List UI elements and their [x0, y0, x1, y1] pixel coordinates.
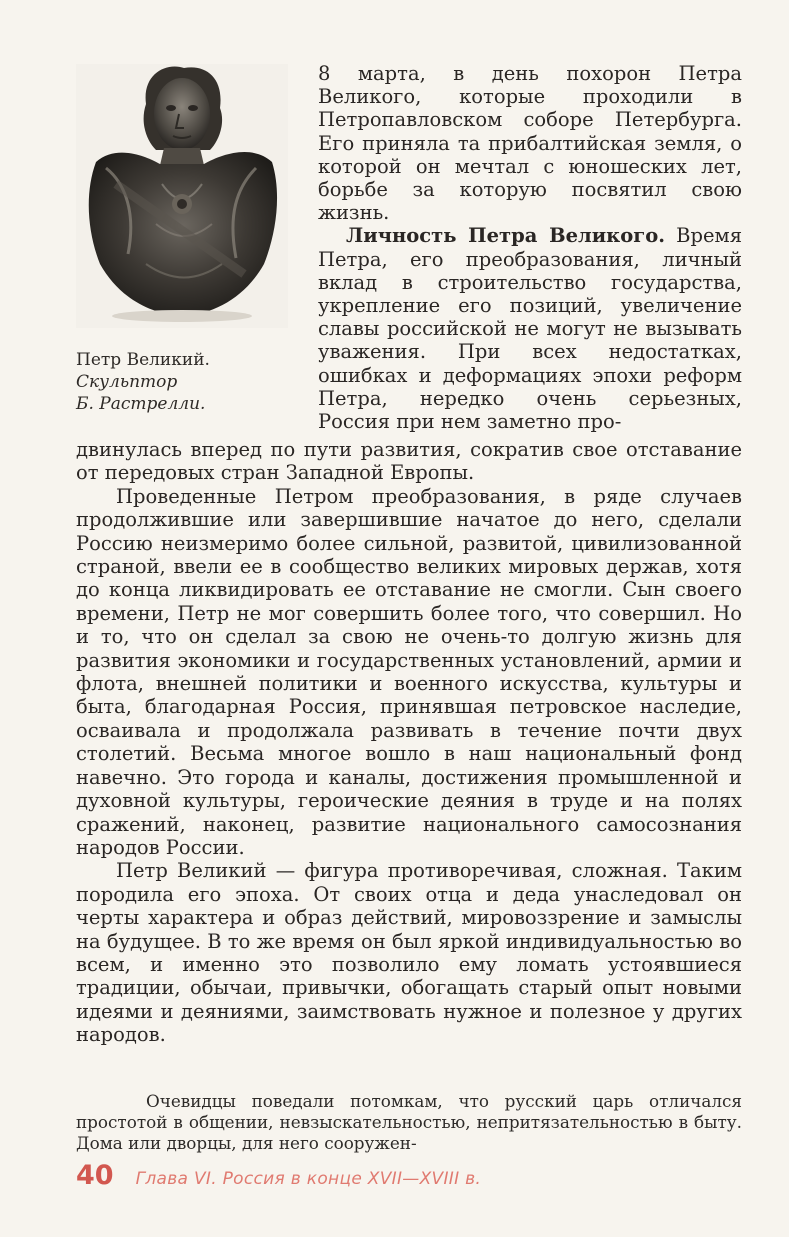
paragraph-reforms: Проведенные Петром преобразования, в ряде случаев продолжившие или завершившие начатое до него, сделали Россию неизмеримо более сильной, развитой, цивилизованной страной, ввели ее в сообщество великих мировых держав, хотя до конца ликвидировать ее отставание не смогли. Сын своего времени, Петр не мог совершить более того, что совершил. Но и то, что он сделал за свою не очень-то долгую жизнь для развития экономики и государственных установлений, армии и флота, внешней политики и военного искусства, культуры и быта, благодарная Россия, принявшая петровское наследие, осваивала и продолжала развивать в течение почти двух столетий. Весьма многое вошло в наш национальный фонд навечно. Это города и каналы, достижения промышленной и духовной культуры, героические деяния в труде и на полях сражений, наконец, развитие национального самосознания народов России.	[76, 484, 742, 859]
paragraph-personality-body: Время Петра, его преобразования, личный вклад в строительство государства, укрепление его позиций, увеличение славы российской не могут не вызывать уважения. При всех недостатках, ошибках и деформациях эпохи реформ Петра, нередко очень серьезных, Россия при нем заметно про-	[318, 224, 742, 434]
bust-of-peter-image	[76, 64, 288, 328]
paragraph-funeral: 8 марта, в день похорон Петра Великого, которые проходили в Петропавловском соборе Петербурга. Его приняла та прибалтийская земля, о которой он мечтал с юношеских лет, борьбе за которую посвятил свою жизнь.	[318, 62, 742, 225]
full-width-text	[76, 438, 742, 1047]
caption-title: Петр Великий.	[76, 350, 210, 370]
chapter-title: Глава VI. Россия в конце XVII—XVIII в.	[135, 1169, 482, 1189]
figure	[76, 64, 288, 328]
caption-sculptor-label: Скульптор	[76, 372, 178, 392]
paragraph-eyewitnesses: Очевидцы поведали потомкам, что русский царь отличался простотой в общении, невзыскательностью, непритязательностью в быту. Дома или дворцы, для него сооружен-	[76, 1091, 742, 1153]
caption-sculptor-name: Б. Растрелли.	[76, 394, 206, 414]
page-number: 40	[76, 1160, 114, 1191]
bust-photo	[76, 64, 288, 328]
figure-caption	[76, 349, 296, 415]
paragraph-personality-continued: двинулась вперед по пути развития, сократив свое отставание от передовых стран Западной Европы.	[76, 438, 742, 485]
small-print-text	[76, 1091, 742, 1154]
page-footer	[76, 1160, 481, 1196]
paragraph-contradictory-figure: Петр Великий — фигура противоречивая, сложная. Таким породила его эпоха. От своих отца и деда унаследовал он черты характера и образ действий, мировоззрение и замыслы на будущее. В то же время он был яркой индивидуальностью во всем, и именно это позволило ему ломать устоявшиеся традиции, обычаи, привычки, обогащать старый опыт новыми идеями и деяниями, заимствовать нужное и полезное у других народов.	[76, 859, 742, 1047]
paragraph-personality	[318, 224, 742, 433]
section-heading-personality: Личность Петра Великого.	[346, 224, 666, 248]
right-column-text	[318, 62, 742, 433]
